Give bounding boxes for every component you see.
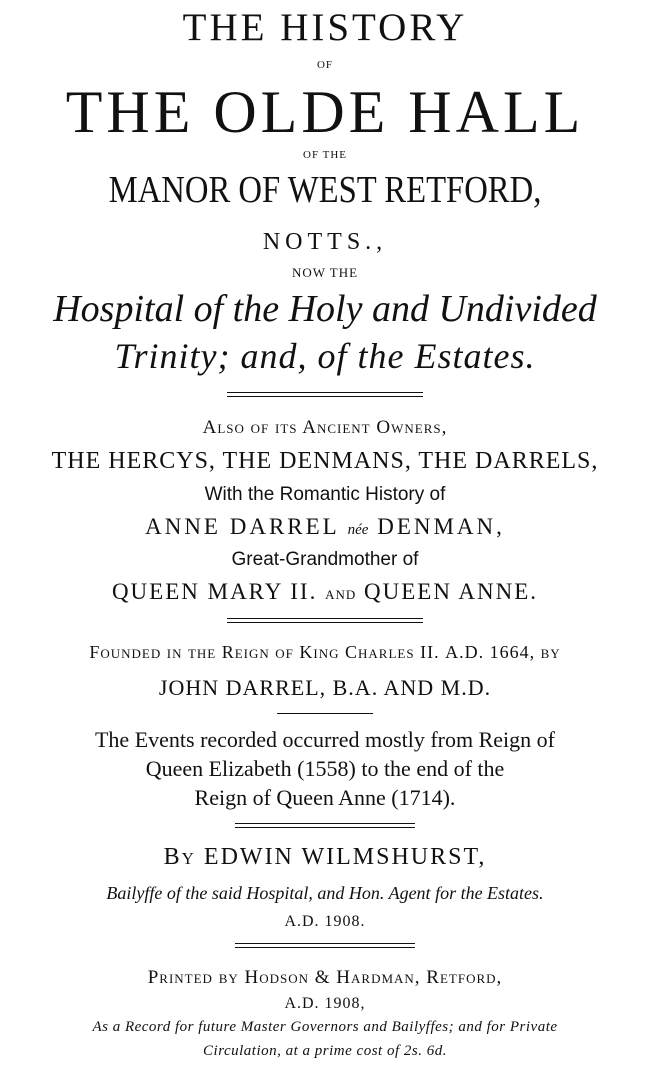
queen-mary-text: QUEEN MARY II. — [111, 579, 318, 604]
title-subtitle-2: Trinity; and, of the Estates. — [114, 336, 536, 376]
title-of-the: OF THE — [303, 149, 347, 161]
title-now-the: NOW THE — [291, 265, 359, 280]
printer-line: Printed by Hodson & Hardman, Retford, — [147, 967, 503, 988]
author-line — [0, 845, 650, 869]
printer-date: A.D. 1908, — [284, 995, 366, 1012]
events-line-1: The Events recorded occurred mostly from Reign of — [94, 727, 555, 752]
founded-line — [0, 643, 650, 661]
printer-record-line: As a Record for future Master Governors and Bailyffes; and for Private — [92, 1019, 558, 1035]
events-line-3: Reign of Queen Anne (1714). — [194, 785, 456, 810]
printer-circulation-line: Circulation, at a prime cost of 2s. 6d. — [203, 1043, 447, 1059]
founded-by-text: by — [540, 642, 561, 662]
queen-anne-text: QUEEN ANNE. — [364, 579, 539, 604]
owners-families: THE HERCYS, THE DENMANS, THE DARRELS, — [51, 448, 599, 474]
title-line-olde-hall: THE OLDE HALL — [65, 79, 585, 145]
owners-great-grandmother: Great-Grandmother of — [231, 549, 419, 570]
owners-queens — [0, 580, 650, 603]
anne-darrel-text: ANNE DARREL — [145, 514, 339, 539]
events-line-2: Queen Elizabeth (1558) to the end of the — [145, 756, 505, 781]
title-line-history: THE HISTORY — [182, 6, 468, 49]
divider-rule — [227, 392, 423, 397]
author-by-text: By — [163, 844, 196, 870]
divider-rule — [235, 823, 415, 828]
owners-intro: Also of its Ancient Owners, — [202, 417, 448, 438]
divider-rule — [235, 943, 415, 948]
title-county: NOTTS., — [262, 229, 388, 255]
author-name-text: EDWIN WILMSHURST, — [203, 844, 487, 870]
title-line-manor: MANOR OF WEST RETFORD, — [108, 169, 542, 211]
author-role: Bailyffe of the said Hospital, and Hon. Agent for the Estates. — [106, 883, 544, 903]
denman-text: DENMAN, — [377, 514, 505, 539]
nee-text: née — [347, 522, 369, 538]
divider-rule — [277, 713, 373, 714]
owners-anne-darrel — [0, 515, 650, 538]
founder-name: JOHN DARREL, B.A. AND M.D. — [158, 675, 492, 700]
founded-reign-text: Founded in the Reign of King Charles II. — [89, 642, 440, 662]
title-subtitle-1: Hospital of the Holy and Undivided — [53, 288, 597, 330]
author-date: A.D. 1908. — [284, 913, 366, 930]
title-of: OF — [316, 59, 334, 71]
owners-romantic: With the Romantic History of — [204, 484, 446, 505]
divider-rule — [227, 618, 423, 623]
founded-date-text: A.D. 1664, — [445, 642, 536, 662]
queens-and-text: and — [325, 583, 357, 604]
